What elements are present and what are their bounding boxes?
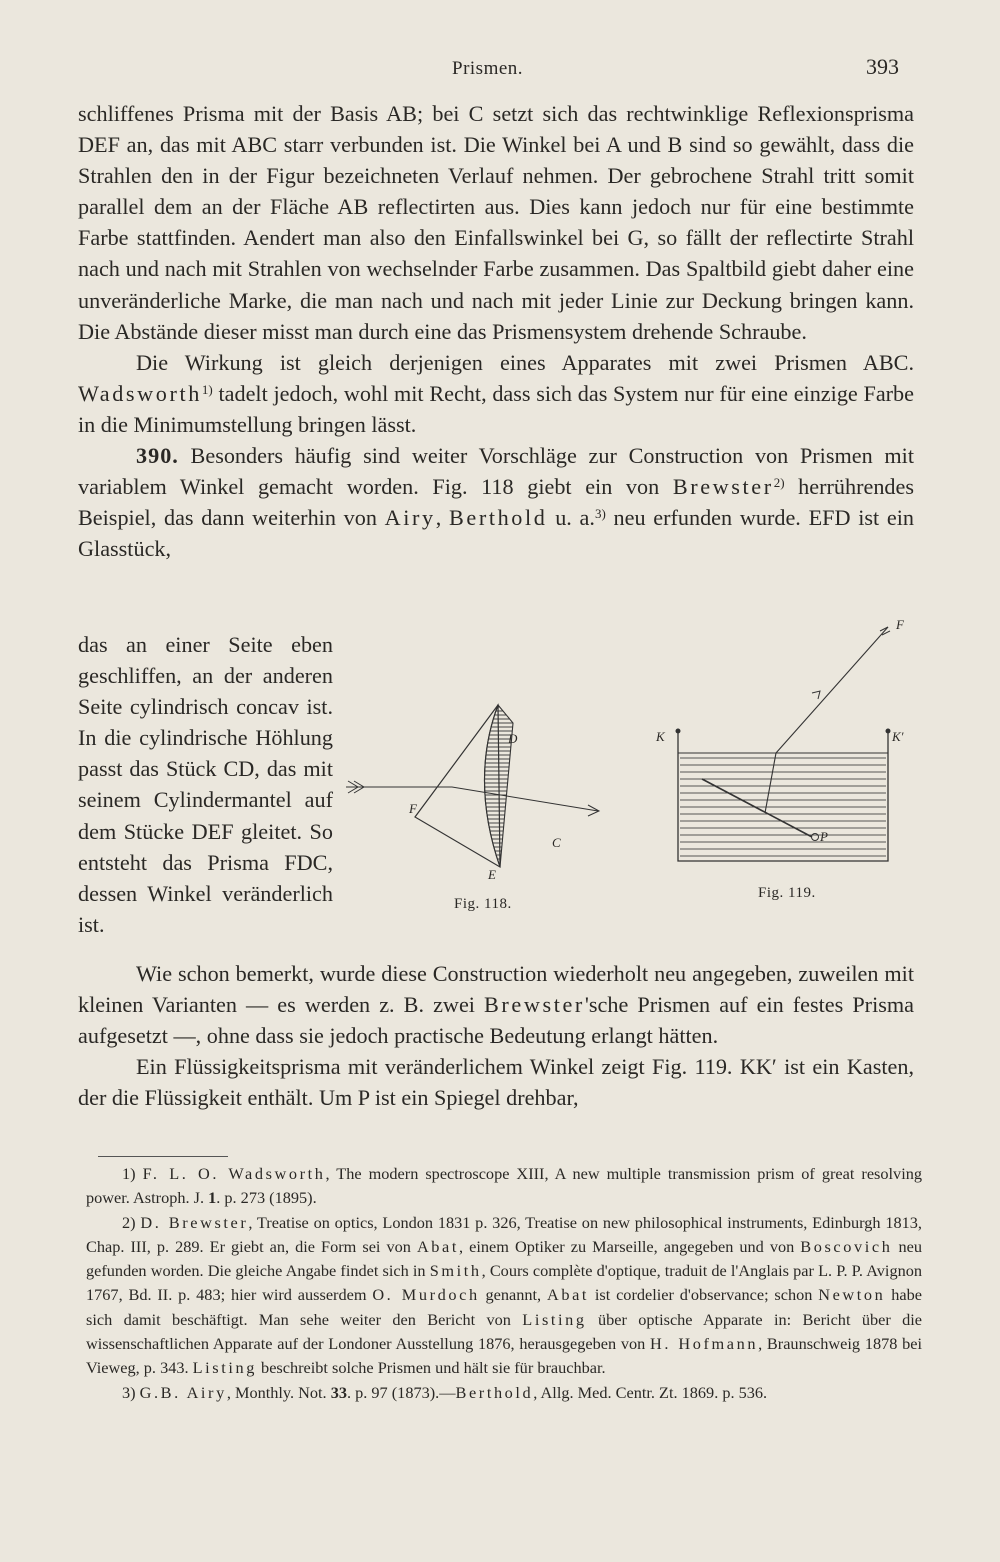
footnote-2-j: beschreibt solche Prismen und hält sie für brauchbar. [256, 1358, 606, 1378]
name-berthold: Berthold [455, 1382, 534, 1402]
footnote-2-g: habe sich damit beschäftigt. Man sehe weiter den Bericht von [86, 1285, 922, 1329]
name-abat-2: Abat [546, 1285, 590, 1305]
fig-119-drawing [676, 627, 891, 861]
label-k-prime: K′ [892, 729, 904, 744]
footnote-1-tail: . p. 273 (1895). [216, 1188, 317, 1208]
figure-drawings [340, 605, 920, 925]
paragraph-3-c: , [435, 505, 450, 531]
paragraph-3-b: herrührendes Beispiel, das dann weiterhin von [78, 474, 914, 531]
label-f-118: F [409, 801, 417, 816]
footnote-3-a: , Monthly. Not. [226, 1382, 331, 1402]
footnote-3 [86, 1381, 922, 1405]
footnote-ref-3: 3) [594, 506, 606, 522]
point-k-prime [886, 729, 891, 734]
paragraph-2-start: Die Wirkung ist gleich derjenigen eines Apparates mit zwei Prismen ABC. [136, 349, 914, 375]
paragraph-3 [78, 440, 914, 564]
paragraph-5: Ein Flüssigkeitsprisma mit veränderlichem Winkel zeigt Fig. 119. KK′ ist ein Kasten, der die Flüssigkeit enthält. Um P ist ein Spiegel drehbar, [78, 1054, 914, 1111]
name-listing: Listing [522, 1309, 587, 1329]
footnote-3-author: G.B. Airy [139, 1382, 227, 1402]
footnote-2-c: neu gefunden worden. Die gleiche Angabe findet sich in [86, 1236, 922, 1281]
paragraph-1: schliffenes Prisma mit der Basis AB; bei C setzt sich das rechtwinklige Reflexionsprisma DEF an, das mit ABC starr verbunden ist. Die Winkel bei A und B sind so gewählt, dass die Strahlen den in der Figur bezeichneten Verlauf nehmen. Der gebrochene Strahl tritt somit parallel dem an der Fläche AB reflectirten aus. Dies kann jedoch nur für eine bestimmte Farbe stattfinden. Aendert man also den Einfallswinkel bei G, so fällt der reflectirte Strahl nach und nach mit Strahlen von wechselnder Farbe zusammen. Das Spaltbild giebt daher eine unveränderliche Marke, die man nach und nach mit jeder Linie zur Deckung bringen kann. Die Abstände dieser misst man durch eine das Prismensystem drehende Schraube. [78, 101, 914, 344]
footnote-ref-2: 2) [773, 475, 785, 491]
paragraph-3-d: u. a. [547, 505, 595, 531]
footnote-ref-1: 1) [201, 381, 213, 397]
paragraph-3-e: neu erfunden wurde. EFD ist ein Glasstück, [78, 505, 914, 562]
name-abat: Abat [416, 1236, 460, 1256]
paragraph-2-end: tadelt jedoch, wohl mit Recht, dass sich das System nur für eine einzige Farbe in die Minimumstellung bringen lässt. [78, 380, 914, 437]
body-text-upper [78, 98, 914, 564]
label-k: K [656, 729, 665, 744]
light-ray-118 [346, 787, 598, 811]
running-head: Prismen. [452, 58, 524, 79]
label-d: D [508, 731, 518, 746]
footnote-2-e: genannt, [479, 1285, 547, 1305]
author-brewster: Brewster [672, 474, 774, 500]
footnote-3-volume: 33 [330, 1382, 347, 1402]
figure-118-caption: Fig. 118. [454, 896, 512, 912]
footnote-1 [86, 1162, 922, 1211]
footnote-2-i: , Braunschweig 1878 bei Vieweg, p. 343. [86, 1334, 923, 1378]
footnote-2-b: , einem Optiker zu Marseille, angegeben und von [459, 1236, 801, 1256]
narrow-column-text [78, 629, 333, 940]
prism-piece-cd [484, 705, 513, 867]
narrow-paragraph: das an einer Seite eben geschliffen, an der anderen Seite cylindrisch concav ist. In die cylindrische Höhlung passt das Stück CD, das mit seinem Cylindermantel auf dem Stücke DEF gleitet. So entsteht das Prisma FDC, dessen Winkel veränderlich ist. [78, 632, 333, 937]
point-k [676, 729, 681, 734]
paragraph-3-a: Besonders häufig sind weiter Vorschläge zur Construction von Prismen mit variablem Winkel gemacht worden. Fig. 118 giebt ein von [78, 443, 914, 500]
figure-119-caption: Fig. 119. [758, 885, 816, 901]
incoming-ray [776, 627, 888, 753]
footnote-rule [98, 1156, 228, 1157]
fig-118-drawing [346, 705, 599, 867]
author-airy: Airy [384, 505, 436, 531]
author-wadsworth: Wadsworth [78, 380, 202, 406]
footnote-3-c: , Allg. Med. Centr. Zt. 1869. p. 536. [533, 1382, 768, 1402]
label-f-119: F [896, 617, 904, 632]
section-number: 390. [136, 443, 179, 469]
footnote-2-a: , Treatise on optics, London 1831 p. 326, Treatise on new philosophical instruments, Edinburgh 1813, Chap. III, p. 289. Er giebt an, die Form sei von [86, 1212, 922, 1256]
liquid-fill [680, 753, 886, 861]
paragraph-4 [78, 958, 914, 1051]
name-smith: Smith [429, 1261, 482, 1281]
paragraph-4-b: 'sche Prismen auf ein festes Prisma aufgesetzt —, ohne dass sie jedoch practische Bedeutung erlangt hätten. [78, 992, 914, 1049]
author-berthold: Berthold [449, 505, 548, 531]
footnote-2-f: ist cordelier d'observance; schon [589, 1285, 819, 1305]
figures-area [340, 605, 920, 925]
name-hofmann: H. Hofmann [650, 1334, 759, 1354]
label-e: E [488, 867, 496, 882]
name-newton: Newton [818, 1285, 886, 1305]
page-header [0, 52, 1000, 82]
footnote-1-volume: 1 [208, 1188, 217, 1208]
footnote-1-author: F. L. O. Wadsworth [142, 1164, 326, 1183]
footnote-1-text: , The modern spectroscope XIII, A new multiple transmission prism of great resolving power. Astroph. J. [86, 1164, 922, 1208]
label-p: P [820, 829, 828, 844]
name-listing-2: Listing [192, 1358, 257, 1378]
author-brewster-2: Brewster [484, 992, 585, 1018]
footnote-3-number: 3) [122, 1382, 136, 1402]
body-text-lower [78, 958, 914, 1113]
arrow-head-icon [812, 691, 820, 699]
footnote-1-number: 1) [122, 1164, 136, 1183]
footnotes [86, 1162, 922, 1405]
footnote-2-h: über optische Apparate in: Bericht über die wissenschaftlichen Apparate auf der Londoner Ausstellung 1876, herausgegeben von [86, 1309, 922, 1354]
footnote-2-author: D. Brewster [140, 1212, 249, 1232]
footnote-2 [86, 1211, 922, 1381]
page-number: 393 [866, 54, 899, 79]
paragraph-2 [78, 347, 914, 440]
footnote-2-d: , Cours complète d'optique, traduit de l'Anglais par L. P. P. Avignon 1767, Bd. II. p. 483; hier wird ausserdem [86, 1261, 923, 1305]
name-murdoch: O. Murdoch [372, 1285, 480, 1305]
footnote-2-number: 2) [122, 1212, 136, 1232]
paragraph-4-a: Wie schon bemerkt, wurde diese Construction wiederholt neu angegeben, zuweilen mit kleinen Varianten — es werden z. B. zwei [78, 961, 914, 1018]
label-c: C [552, 835, 561, 850]
footnote-3-b: . p. 97 (1873).— [346, 1382, 456, 1402]
name-boscovich: Boscovich [800, 1236, 893, 1256]
